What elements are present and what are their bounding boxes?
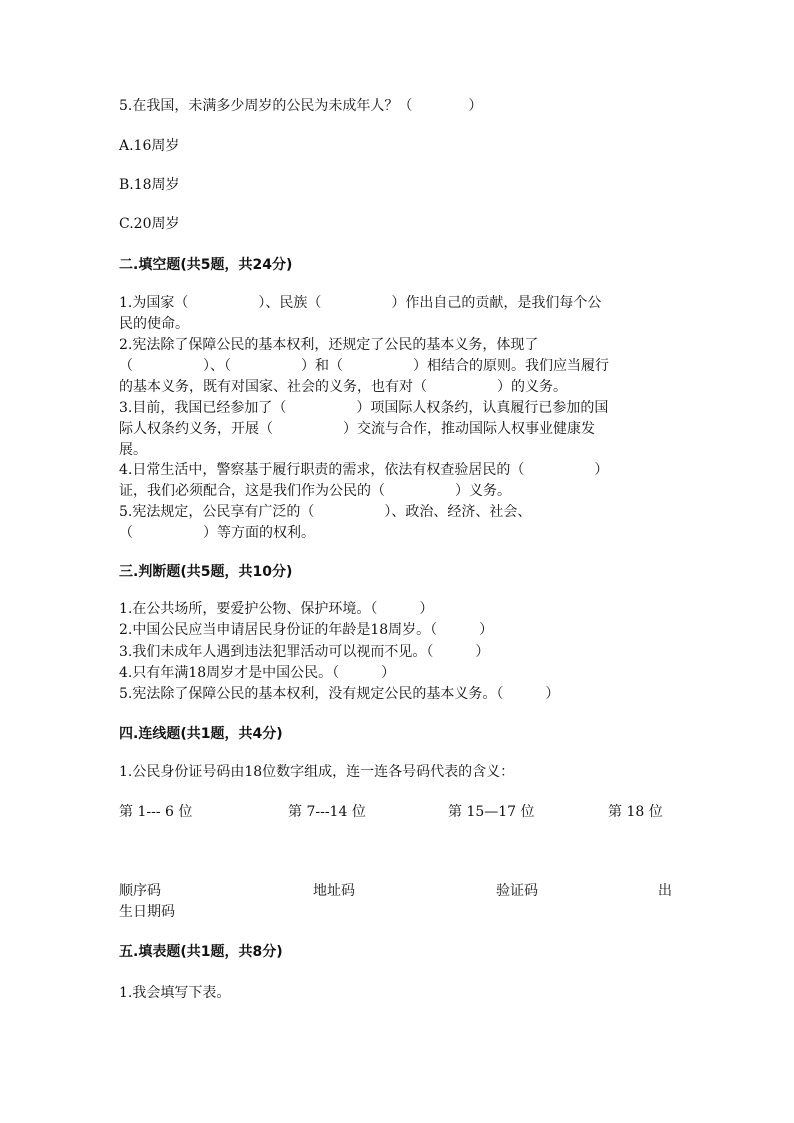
- fill-line: 的基本义务，既有对国家、社会的义务，也有对（ ）的义务。: [119, 379, 567, 395]
- fill-line: （ ）等方面的权利。: [119, 525, 315, 541]
- fill-line: 5.宪法规定，公民享有广泛的（ ）、政治、经济、社会、: [119, 504, 532, 520]
- section-judge-heading: 三.判断题(共5题，共10分): [119, 564, 293, 580]
- judge-item: 3.我们未成年人遇到违法犯罪活动可以视而不见。（ ）: [119, 644, 490, 660]
- judge-item: 5.宪法除了保障公民的基本权利，没有规定公民的基本义务。（ ）: [119, 686, 560, 702]
- match-bottom-item: 顺序码: [119, 883, 161, 899]
- match-bottom-item: 地址码: [313, 883, 355, 899]
- question-5-stem: 5.在我国，未满多少周岁的公民为未成年人？（ ）: [119, 98, 483, 114]
- table-question: 1.我会填写下表。: [119, 985, 231, 1001]
- match-bottom-item: 生日期码: [119, 904, 175, 920]
- section-fill-heading: 二.填空题(共5题，共24分): [119, 257, 293, 273]
- judge-item: 1.在公共场所，要爱护公物、保护环境。（ ）: [119, 601, 434, 617]
- match-question: 1.公民身份证号码由18位数字组成，连一连各号码代表的含义：: [119, 764, 515, 780]
- judge-item: 4.只有年满18周岁才是中国公民。（ ）: [119, 665, 396, 681]
- judge-item: 2.中国公民应当申请居民身份证的年龄是18周岁。（ ）: [119, 622, 494, 638]
- fill-line: 展。: [119, 442, 147, 458]
- fill-line: 民的使命。: [119, 316, 189, 332]
- match-top-item: 第 15—17 位: [448, 804, 535, 820]
- section-match-heading: 四.连线题(共1题，共4分): [119, 726, 283, 742]
- match-top-item: 第 7---14 位: [288, 804, 366, 820]
- match-bottom-item: 验证码: [496, 883, 538, 899]
- fill-line: 2.宪法除了保障公民的基本权利，还规定了公民的基本义务，体现了: [119, 337, 539, 353]
- option-a: A.16周岁: [119, 138, 180, 154]
- section-table-heading: 五.填表题(共1题，共8分): [119, 944, 283, 960]
- fill-line: 3.目前，我国已经参加了（ ）项国际人权条约，认真履行已参加的国: [119, 400, 609, 416]
- fill-line: （ ）、（ ）和（ ）相结合的原则。我们应当履行: [119, 358, 609, 374]
- fill-line: 1.为国家（ ）、民族（ ）作出自己的贡献，是我们每个公: [119, 295, 602, 311]
- match-top-item: 第 1--- 6 位: [119, 804, 193, 820]
- option-b: B.18周岁: [119, 177, 180, 193]
- option-c: C.20周岁: [119, 216, 180, 232]
- fill-line: 4.日常生活中，警察基于履行职责的需求，依法有权查验居民的（ ）: [119, 462, 609, 478]
- fill-line: 际人权条约义务，开展（ ）交流与合作，推动国际人权事业健康发: [119, 421, 595, 437]
- fill-line: 证，我们必须配合，这是我们作为公民的（ ）义务。: [119, 483, 511, 499]
- match-bottom-item: 出: [658, 883, 672, 899]
- match-top-item: 第 18 位: [608, 804, 663, 820]
